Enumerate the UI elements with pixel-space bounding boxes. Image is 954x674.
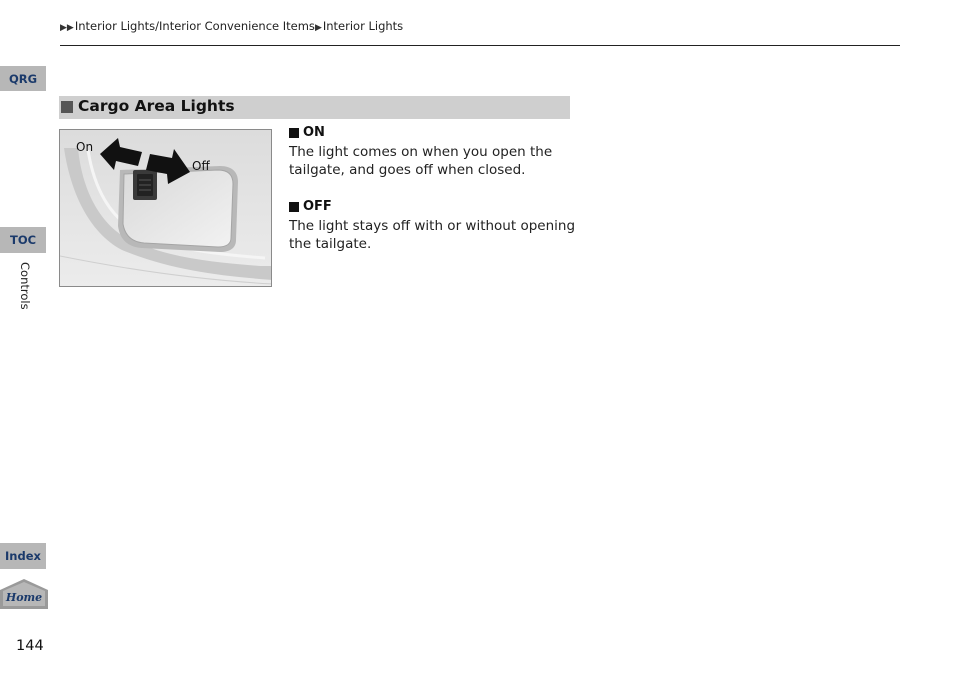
figure-label-off: Off <box>192 159 210 173</box>
toc-tab[interactable]: TOC <box>0 227 46 253</box>
home-label: Home <box>5 591 43 604</box>
index-tab[interactable]: Index <box>0 543 46 569</box>
figure-label-on: On <box>76 140 94 154</box>
item-on-text: The light comes on when you open the tailgate, and goes off when closed. <box>289 143 553 178</box>
breadcrumb-arrow-icon: ▶▶ <box>60 23 74 33</box>
page-number: 144 <box>16 638 44 654</box>
home-icon <box>0 578 48 610</box>
item-off-text: The light stays off with or without opening the tailgate. <box>289 217 576 252</box>
section-title: Cargo Area Lights <box>78 97 235 115</box>
qrg-tab[interactable]: QRG <box>0 66 46 91</box>
section-bullet-icon <box>61 101 73 113</box>
breadcrumb-link-parent[interactable]: Interior Lights/Interior Convenience Items <box>74 19 315 33</box>
breadcrumb <box>60 19 403 33</box>
breadcrumb-arrow-icon: ▶ <box>314 23 322 33</box>
item-off-heading: OFF <box>303 199 332 214</box>
item-off <box>289 198 579 254</box>
item-on <box>289 124 579 180</box>
bullet-square-icon <box>289 202 299 212</box>
cargo-light-figure <box>59 129 272 287</box>
chapter-label: Controls <box>18 262 32 310</box>
breadcrumb-link-current[interactable]: Interior Lights <box>322 19 404 33</box>
bullet-square-icon <box>289 128 299 138</box>
home-button[interactable] <box>0 578 48 610</box>
cargo-light-illustration <box>60 130 272 287</box>
header-divider <box>60 45 900 46</box>
section-header <box>59 96 570 119</box>
item-on-heading: ON <box>303 125 325 140</box>
